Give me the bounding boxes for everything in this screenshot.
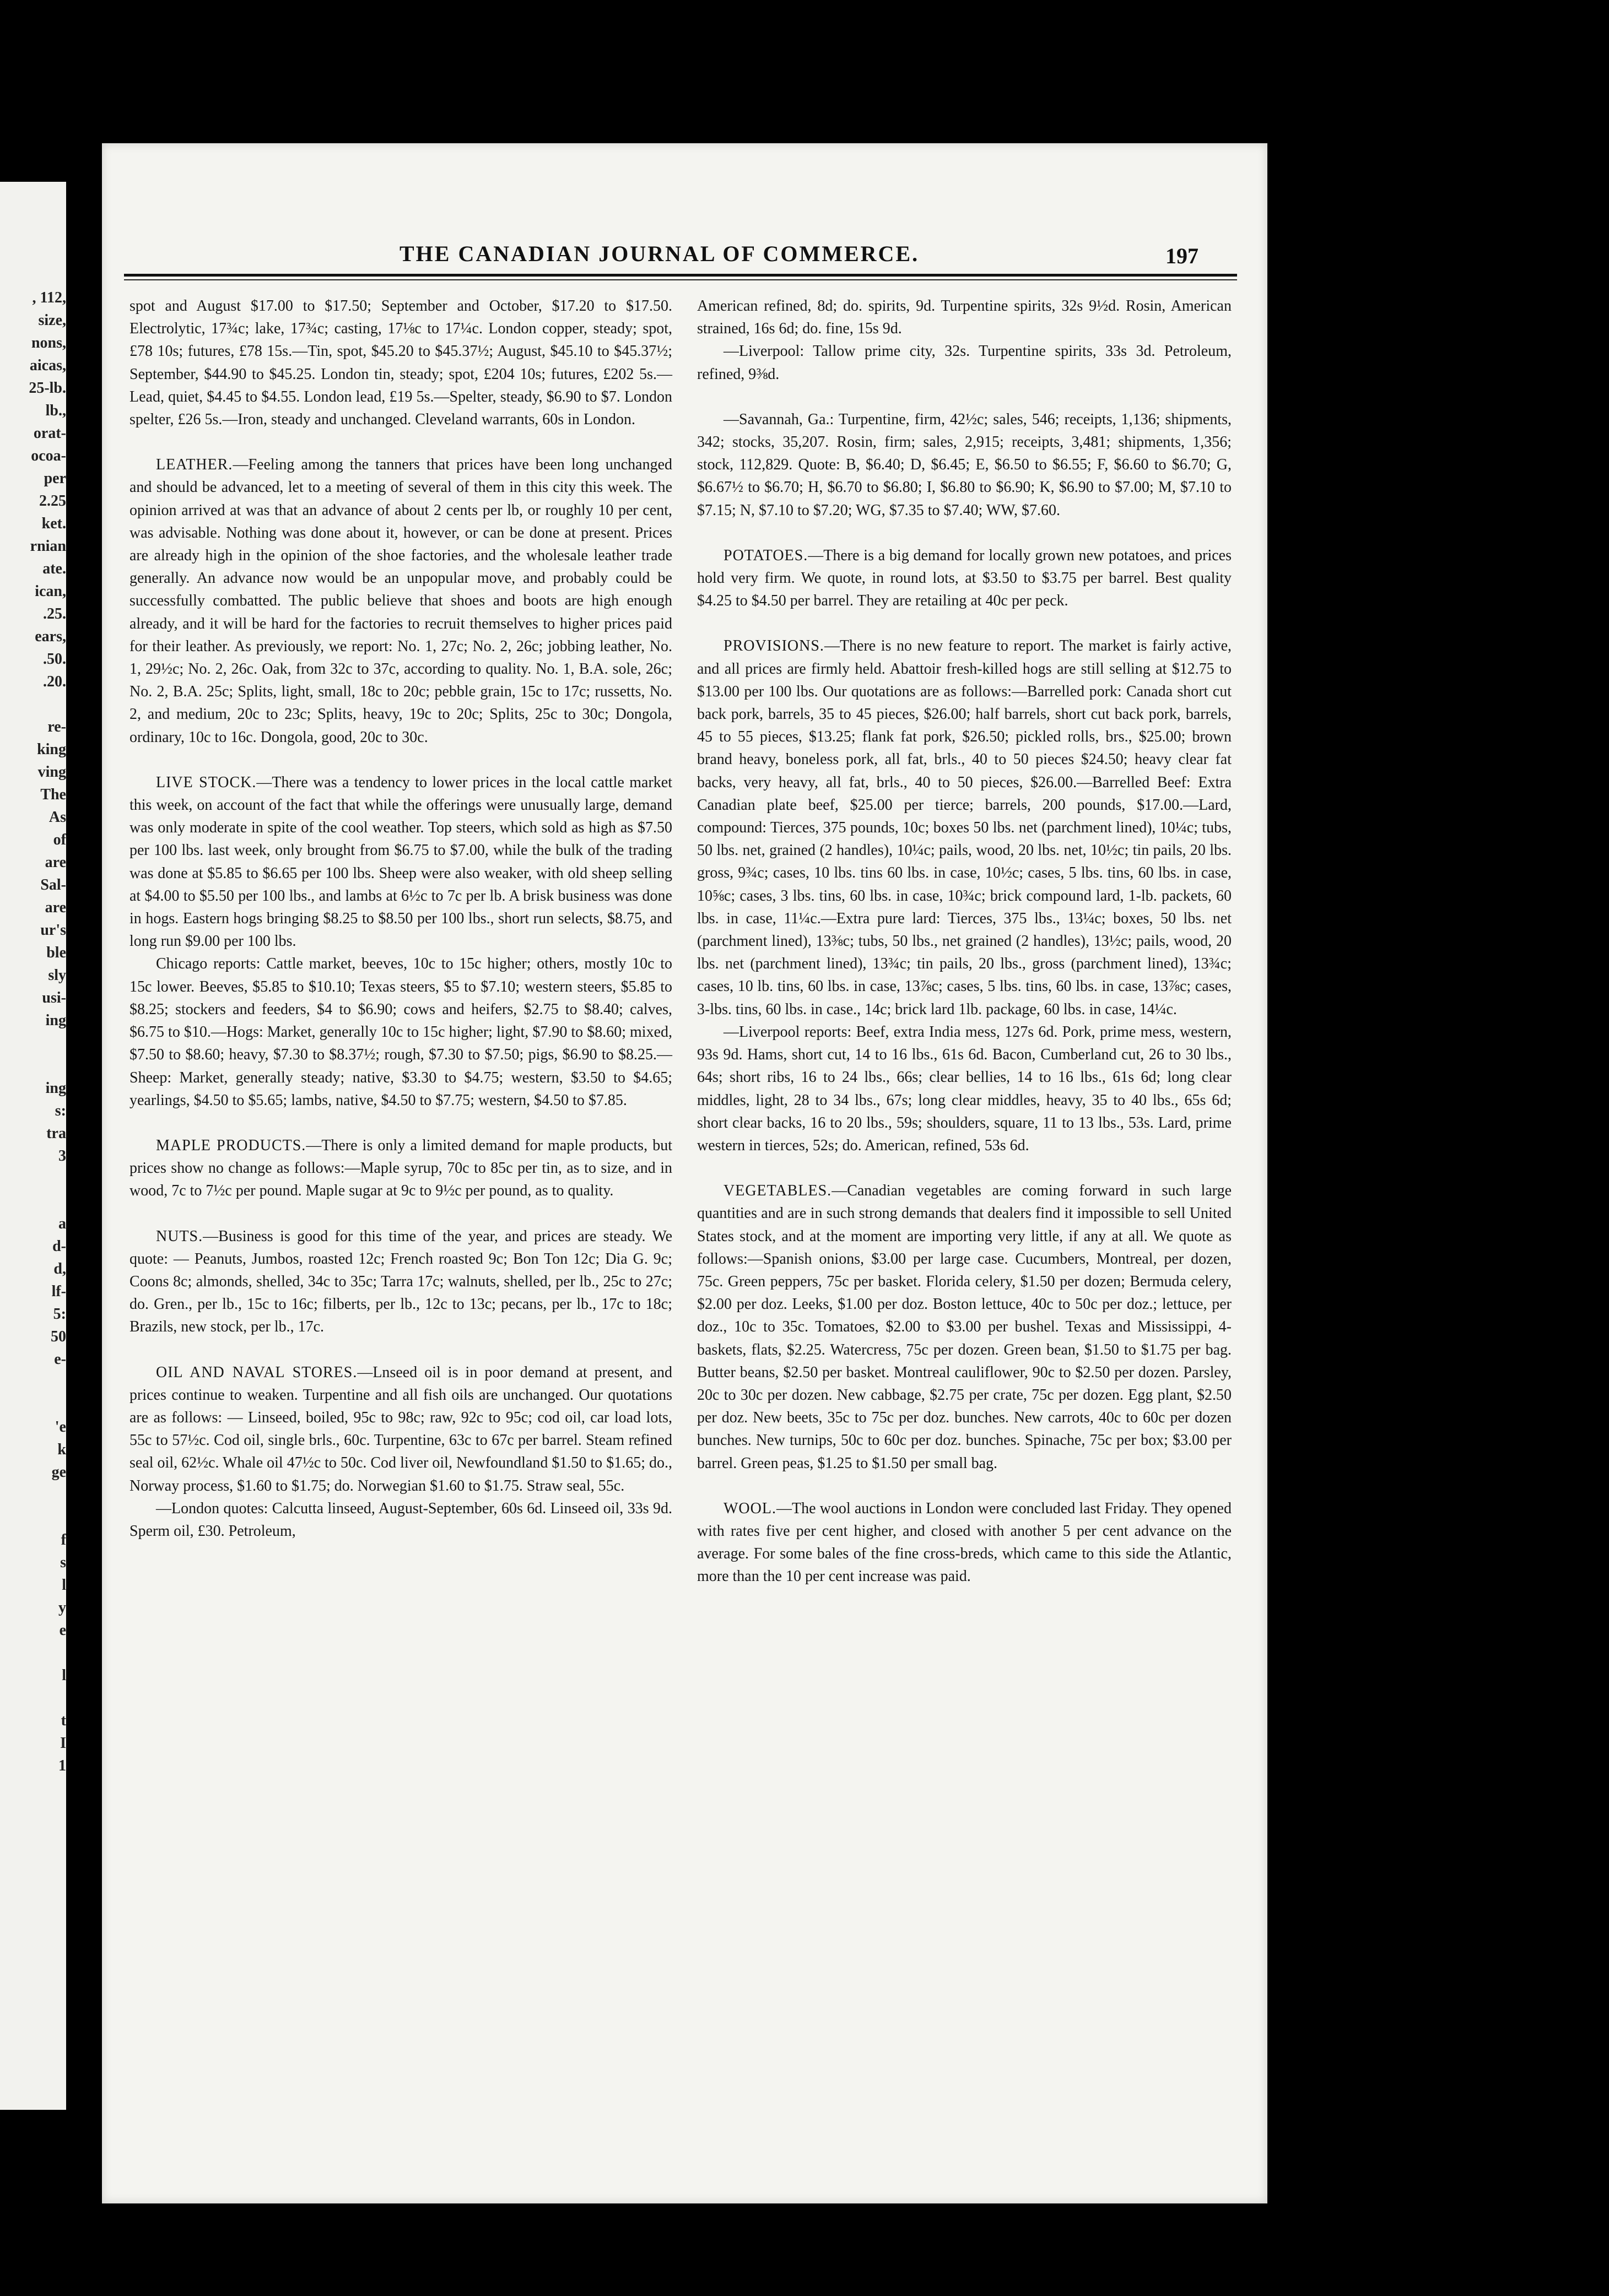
livestock-body: —There was a tendency to lower prices in the local cattle market this week, on account of the fact that while the offerings were unusually large, demand was only moderate in spite of the cool weather. Top steers, which sold as high as $7.50 per 100 lbs. last week, only brought from $6.75 to $7.00, while the bulk of the trading was done at $5.85 to $6.65 per 100 lbs. Sheep were also weaker, with old sheep selling at $4.00 to $5.50 per 100 lbs., and lambs at 6½c to 7c per lb. A brisk business was done in hogs. Eastern hogs bringing $8.25 to $8.50 per 100 lbs., short run selects, $8.75, and long run $9.00 per 100 lbs. [129,773,672,950]
vegetables-heading: VEGETABLES. [723,1182,832,1200]
left-column [129,295,672,1565]
provisions-heading: PROVISIONS. [723,637,824,655]
liverpool-reports: —Liverpool reports: Beef, extra India mess, 127s 6d. Pork, prime mess, western, 93s 9d. Hams, short cut, 14 to 16 lbs., 61s 6d. Bacon, Cumberland cut, 26 to 30 lbs., 64s; short ribs, 16 to 24 lbs., 66s; clear bellies, 14 to 16 lbs., 61s 6d; long clear middles, light, 28 to 34 lbs., 67s; long clear middles, heavy, 35 to 40 lbs., 65s 6d; short clear backs, 16 to 20 lbs., 59s; shoulders, square, 11 to 13 lbs., 53s. Lard, prime western in tierces, 52s; do. American, refined, 53s 6d. [697,1023,1232,1154]
wool-heading: WOOL. [723,1499,776,1517]
provisions-body: —There is no new feature to report. The market is fairly active, and all prices are firmly held. Abattoir fresh-killed hogs are still selling at $12.75 to $13.00 per 100 lbs. Our quotations are as follows:—Barrelled pork: Canada short cut back pork, barrels, 35 to 45 pieces, $26.00; half barrels, short cut back pork, barrels, 45 to 55 pieces, $13.25; flank fat pork, $26.50; pickled rolls, brs., $25.00; brown brand heavy, boneless pork, all fat, brls., 40 to 50 pieces $24.50; heavy clear fat backs, very heavy, all fat, brls., 40 to 50 pieces, $26.00.—Barrelled Beef: Extra Canadian plate beef, $25.00 per tierce; barrels, 200 pounds, $17.00.—Lard, compound: Tierces, 375 pounds, 10c; boxes 50 lbs. net (parchment lined), 10¼c; tubs, 50 lbs. net, grained (2 handles), 10¼c; pails, wood, 20 lbs. net, 10½c; tin pails, 20 lbs. gross, 9¾c; cases, 10 lbs. tins 60 lbs. in case, 10½c; cases, 5 lbs. tins, 60 lbs. in case, 10⅝c; cases, 3 lbs. tins, 60 lbs. in case, 10¾c; brick compound lard, 1-lb. packets, 60 lbs. in case, 11¼c.—Extra pure lard: Tierces, 375 lbs., 13¼c; boxes, 50 lbs. net (parchment lined), 13⅜c; tubs, 50 lbs., net grained (2 handles), 13½c; pails, wood, 20 lbs. net (parchment lined), 13¾c; tin pails, 20 lbs., gross (parchment lined), 13¾c; cases, 10 lb. tins, 60 lbs. in case, 13⅞c; cases, 5 lbs. tins, 60 lbs. in case, 13⅞c; cases, 3-lbs. tins, 60 lbs. in case., 14c; brick lard 1lb. package, 60 lbs. in case, 14¼c. [697,637,1232,1018]
vegetables-section [697,1179,1232,1475]
potatoes-section [697,544,1232,613]
page-number: 197 [1165,243,1198,268]
wool-section [697,1497,1232,1588]
livestock-section [129,771,672,953]
header-rule [124,274,1237,277]
page-header [102,240,1267,273]
potatoes-body: —There is a big demand for locally grown new potatoes, and prices hold very firm. We quote, in round lots, at $3.50 to $3.75 per barrel. Best quality $4.25 to $4.50 per barrel. They are retailing at 40c per peck. [697,546,1232,610]
oil-body: —Lnseed oil is in poor demand at present, and prices continue to weaken. Turpentine and all fish oils are unchanged. Our quotations are as follows: — Linseed, boiled, 95c to 98c; raw, 92c to 95c; cod oil, car load lots, 55c to 57½c. Cod oil, single brls., 60c. Turpentine, 63c to 67c per barrel. Steam refined seal oil, 62½c. Whale oil 47½c to 50c. Cod liver oil, Newfoundland $1.50 to $1.65; do., Norway process, $1.60 to $1.75; do. Norwegian $1.60 to $1.75. Straw seal, 55c. [129,1363,672,1494]
savannah-report: —Savannah, Ga.: Turpentine, firm, 42½c; sales, 546; receipts, 1,136; shipments, 342; stocks, 35,207. Rosin, firm; sales, 2,915; receipts, 3,481; shipments, 1,356; stock, 112,829. Quote: B, $6.40; D, $6.45; E, $6.50 to $6.55; F, $6.60 to $6.70; G, $6.67½ to $6.70; H, $6.70 to $6.80; I, $6.80 to $6.90; K, $6.90 to $7.00; M, $7.10 to $7.15; N, $7.10 to $7.20; WG, $7.35 to $7.40; WW, $7.60. [697,410,1232,519]
livestock-heading: LIVE STOCK. [156,773,257,791]
oil-section [129,1361,672,1497]
potatoes-heading: POTATOES. [723,546,808,564]
leather-section [129,453,672,749]
nuts-body: —Business is good for this time of the year, and prices are steady. We quote: — Peanuts, Jumbos, roasted 12c; French roasted 9c; Bon Ton 12c; Dia G. 9c; Coons 8c; almonds, shelled, 34c to 35c; Tarra 17c; walnuts, shelled, per lb., 25c to 27c; do. Gren., per lb., 15c to 16c; filberts, per lb., 12c to 13c; pecans, per lb., 17c to 18c; Brazils, new stock, per lb., 17c. [129,1227,672,1336]
leather-body: —Feeling among the tanners that prices have been long unchanged and should be advanced, let to a meeting of several of them in this city this week. The opinion arrived at was that an advance of about 2 cents per lb, or roughly 10 per cent, was advisable. Nothing was done about it, however, or can be done at present. Prices are already high in the opinion of the shoe factories, and the wholesale leather trade generally. An advance now would be an unpopular move, and probably could be successfully combatted. The public believe that shoes and boots are high enough already, and it will be hard for the factories to recruit themselves to higher prices paid for their leather. As previously, we report: No. 1, 27c; No. 2, 26c; jobbing leather, No. 1, 29½c; No. 2, 26c. Oak, from 32c to 37c, according to quality. No. 1, B.A. sole, 26c; No. 2, B.A. 25c; Splits, light, small, 18c to 20c; pebble grain, 15c to 17c; russetts, No. 2, and medium, 20c to 23c; Splits, heavy, 19c to 20c; Splits, 25c to 30c; Dongola, ordinary, 10c to 16c. Dongola, good, 20c to 30c. [129,456,672,746]
maple-heading: MAPLE PRODUCTS. [156,1136,306,1154]
chicago-reports: Chicago reports: Cattle market, beeves, 10c to 15c higher; others, mostly 10c to 15c lower. Beeves, $5.85 to $10.10; Texas steers, $5 to $7.10; western steers, $5.85 to $8.25; stockers and feeders, $4 to $6.90; cows and heifers, $2.75 to $8.40; calves, $6.75 to $10.—Hogs: Market, generally 10c to 15c higher; light, $7.90 to $8.60; mixed, $7.50 to $8.60; heavy, $7.30 to $8.37½; rough, $7.30 to $7.50; pigs, $6.90 to $8.25.—Sheep: Market, generally steady; native, $3.30 to $4.75; western, $3.50 to $4.65; yearlings, $4.50 to $5.65; lambs, native, $4.50 to $7.75; western, $4.50 to $7.85. [129,955,672,1109]
oil-heading: OIL AND NAVAL STORES. [156,1363,358,1381]
metals-continuation: spot and August $17.00 to $17.50; September and October, $17.20 to $17.50. Electrolytic, 17¾c; lake, 17¾c; casting, 17⅛c to 17¼c. London copper, steady; spot, £78 10s; futures, £78 15s.—Tin, spot, $45.20 to $45.37½; August, $45.10 to $45.37½; September, $44.90 to $45.25. London tin, steady; spot, £204 10s; futures, £202 5s.—Lead, quiet, $4.45 to $4.55. London lead, £19 5s.—Spelter, steady, $6.90 to $7. London spelter, £26 5s.—Iron, steady and unchanged. Cleveland warrants, 60s in London. [129,297,672,429]
provisions-section [697,635,1232,1020]
leather-heading: LEATHER. [156,456,233,474]
facing-page-fragment [0,182,66,2110]
london-quotes: —London quotes: Calcutta linseed, August-September, 60s 6d. Linseed oil, 33s 9d. Sperm oil, £30. Petroleum, [129,1499,672,1540]
header-rule-thin [124,279,1237,280]
nuts-heading: NUTS. [156,1227,203,1245]
right-column [672,295,1232,1611]
facing-page-text: , 112, size, nons, aicas, 25-lb. lb., orat- ocoa- per 2.25 ket. rnian ate. ican, .25. ears, .50. .20. re- king ving The As of are Sal- are ur's ble sly usi- ing ing s: tra 3 a d- d, lf- 5: 50 e- 'e k ge f s l y e l t I 1 [29,289,66,1774]
oil-continuation: American refined, 8d; do. spirits, 9d. Turpentine spirits, 32s 9½d. Rosin, American strained, 16s 6d; do. fine, 15s 9d. [697,297,1232,338]
vegetables-body: —Canadian vegetables are coming forward in such large quantities and are in such strong demands that dealers find it impossible to sell United States stock, and at the moment are importing very little, if any at all. We quote as follows:—Spanish onions, $3.00 per large case. Cucumbers, Montreal, per dozen, 75c. Green peppers, 75c per basket. Florida celery, $1.50 per dozen; Bermuda celery, $2.00 per doz. Leeks, $1.00 per doz. Boston lettuce, 40c to 50c per doz.; lettuce, per doz., 10c to 35c. Tomatoes, $2.00 to $3.00 per bushel. Texas and Mississippi, 4-baskets, flats, $2.25. Watercress, 75c per dozen. Green bean, $1.50 to $1.75 per bag. Butter beans, $2.50 per basket. Montreal cauliflower, 90c to $2.50 per dozen. Parsley, 20c to 30c per dozen. New cabbage, $2.75 per crate, 75c per dozen. Egg plant, $2.50 per doz. New beets, 35c to 75c per doz. bunches. New carrots, 40c to 60c per dozen bunches. New turnips, 50c to 60c per doz. bunches. Spinache, 75c per box; $3.00 per barrel. Green peas, $1.25 to $1.50 per small bag. [697,1182,1232,1472]
journal-page [102,143,1267,2203]
journal-title: THE CANADIAN JOURNAL OF COMMERCE. [399,241,920,266]
maple-section [129,1134,672,1203]
liverpool-tallow: —Liverpool: Tallow prime city, 32s. Turpentine spirits, 33s 3d. Petroleum, refined, 9⅜d. [697,343,1232,383]
wool-body: —The wool auctions in London were concluded last Friday. They opened with rates five per cent higher, and closed with another 5 per cent advance on the average. For some bales of the fine cross-breds, which came to this side the Atlantic, more than the 10 per cent increase was paid. [697,1499,1232,1585]
nuts-section [129,1225,672,1339]
maple-body: —There is only a limited demand for maple products, but prices show no change as follows:—Maple syrup, 70c to 85c per tin, as to size, and in wood, 7c to 7½c per pound. Maple sugar at 9c to 9½c per pound, as to quality. [129,1136,672,1200]
